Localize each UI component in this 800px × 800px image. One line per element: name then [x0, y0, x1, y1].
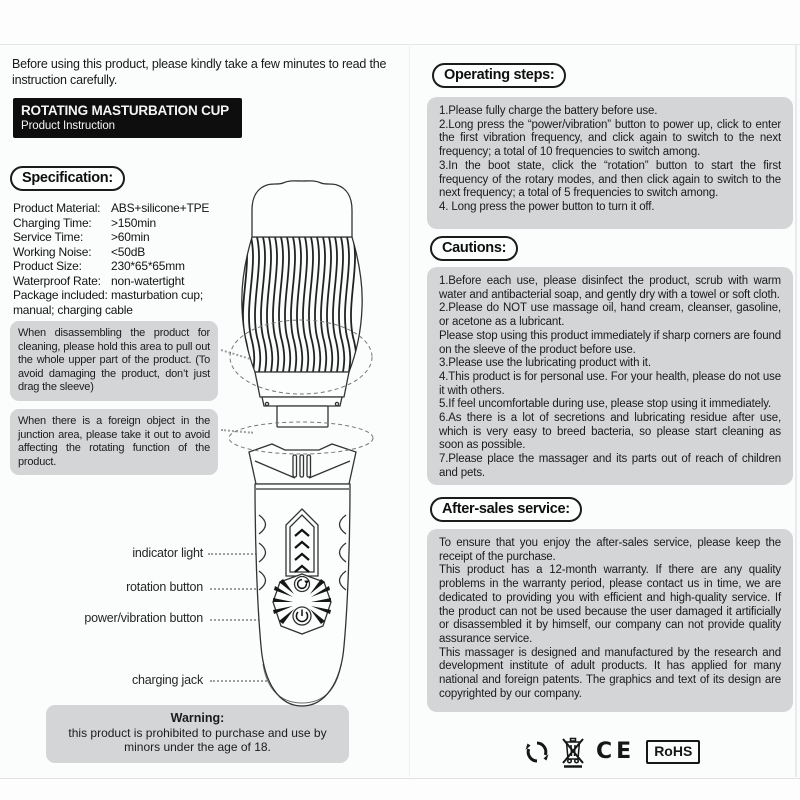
spec-label: Product Material: — [13, 201, 101, 215]
operating-step: 4. Long press the power button to turn it off. — [439, 200, 655, 213]
cautions-heading: Cautions: — [430, 236, 518, 261]
spec-value: <50dB — [111, 244, 146, 259]
caution-item: Please stop using this product immediately if sharp corners are found on the sleeve of the product before use. — [439, 329, 781, 356]
rohs-mark: RoHS — [646, 740, 700, 764]
certification-marks — [524, 736, 700, 768]
operating-step: 3.In the boot state, click the “rotation” button to start the first frequency of the rotary modes, and then click again to switch to the next frequency; a total of 5 frequencies to switch among. — [439, 159, 781, 200]
after-sales-paragraph: To ensure that you enjoy the after-sales service, please keep the receipt of the purchase. — [439, 537, 781, 563]
ce-mark: CE — [596, 739, 636, 764]
spec-package-continuation: manual; charging cable — [13, 302, 133, 317]
label-indicator-light: indicator light — [132, 546, 203, 560]
rotation-button — [295, 577, 310, 592]
cup-bottom-band — [255, 372, 349, 397]
caution-item: 3.Please use the lubricating product with it. — [439, 357, 651, 370]
cup-stem — [277, 406, 328, 427]
spec-value: ABS+silicone+TPE — [111, 201, 210, 215]
green-dot-recycle-icon — [524, 739, 550, 765]
label-power-vibration-button: power/vibration button — [84, 611, 203, 625]
product-subtitle: Product Instruction — [21, 120, 115, 132]
intro-text: Before using this product, please kindly take a few minutes to read the instruction carefully. — [12, 57, 387, 87]
spec-label: Charging Time: — [13, 215, 92, 230]
caution-item: 4.This product is for personal use. For your health, please do not use it with others. — [439, 370, 781, 397]
cup-connector-plate — [262, 397, 342, 406]
caution-item: 7.Please place the massager and its parts out of reach of children and pets. — [439, 453, 781, 479]
spec-label: Package included: — [13, 288, 108, 302]
warning-heading: Warning: — [170, 711, 225, 725]
operating-steps-heading: Operating steps: — [432, 63, 566, 88]
after-sales-paragraph: This product has a 12-month warranty. If there are any quality problems in the warranty period, please contact us in time, we are dedicated to providing you with efficient and high-quality service. If the product can not be used because the user damaged it artificially or disassembled it by himself, our company can not provide quality assurance service. — [439, 564, 781, 645]
spec-value: >60min — [111, 230, 150, 244]
label-charging-jack: charging jack — [131, 673, 203, 687]
device-illustration — [215, 178, 415, 718]
title-block — [13, 98, 242, 138]
caution-item: 2.Please do NOT use massage oil, hand cream, cleanser, gasoline, or acetone as a lubricant. — [439, 302, 781, 329]
callout-foreign-object: When there is a foreign object in the junction area, please take it out to avoid affecting the rotating function of the product. — [10, 409, 218, 475]
spec-label: Product Size: — [13, 259, 82, 273]
cautions-box — [427, 267, 793, 485]
weee-crossed-bin-icon — [561, 736, 585, 768]
after-sales-box — [427, 529, 793, 712]
warning-body: this product is prohibited to purchase and use by minors under the age of 18. — [68, 725, 327, 754]
caution-item: 6.As there is a lot of secretions and lubricating residue after use, which is very easy to breed bacteria, so please start cleaning as soon as possible. — [439, 412, 781, 452]
operating-step: 1.Please fully charge the battery before use. — [439, 105, 658, 117]
spec-value: masturbation cup; — [111, 288, 203, 302]
label-rotation-button: rotation button — [126, 580, 203, 594]
spec-label: Working Noise: — [13, 244, 92, 259]
spec-value: non-watertight — [111, 273, 185, 288]
page-right-edge-shadow — [795, 44, 797, 777]
after-sales-heading: After-sales service: — [430, 497, 582, 522]
specification-heading: Specification: — [10, 166, 125, 191]
caution-item: 5.If feel uncomfortable during use, please stop using it immediately. — [439, 398, 772, 411]
operating-steps-box — [427, 97, 793, 229]
spec-value: 230*65*65mm — [111, 259, 185, 273]
spec-value: >150min — [111, 215, 156, 230]
product-title: ROTATING MASTURBATION CUP — [21, 103, 229, 118]
spec-label: Waterproof Rate: — [13, 273, 101, 288]
callout-disassembling: When disassembling the product for cleaning, please hold this area to pull out the whole upper part of the product. (To avoid damaging the product, don’t just drag the sleeve) — [10, 321, 218, 401]
operating-step: 2.Long press the “power/vibration” button to power up, click to enter the first vibration frequency, and click again to switch to the next frequency; a total of 10 frequencies to switch among. — [439, 118, 781, 159]
cup-dome-top — [252, 181, 352, 237]
after-sales-paragraph: This massager is designed and manufactured by the research and development institute of adult products. It has applied for many national and foreign patents. The graphics and text of its design are copyrighted by our company. — [439, 646, 781, 700]
spec-label: Service Time: — [13, 230, 84, 244]
caution-item: 1.Before each use, please disinfect the product, scrub with warm water and antibacterial soap, and gently dry with a towel or soft cloth. — [439, 275, 781, 301]
